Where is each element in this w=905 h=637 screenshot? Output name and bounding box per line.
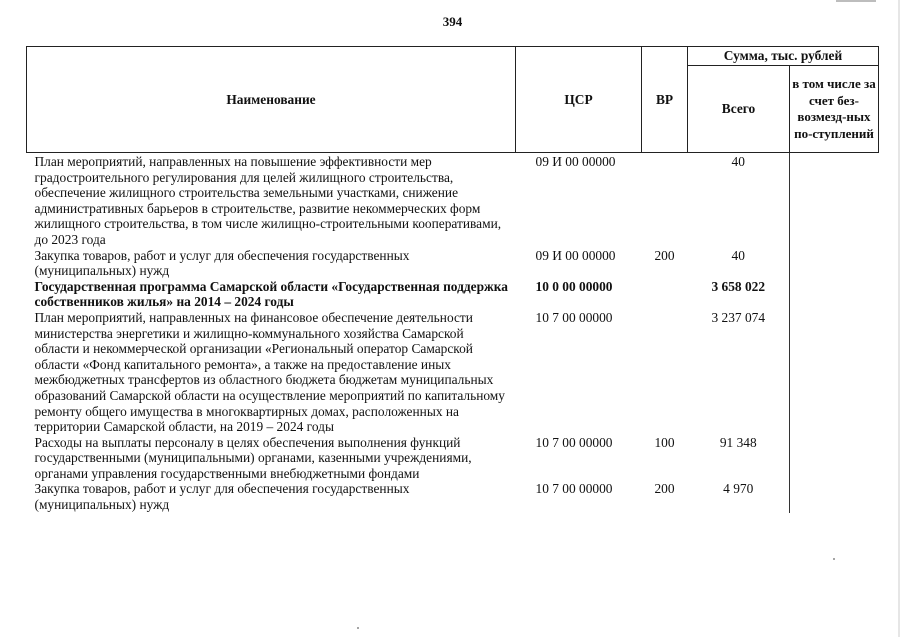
table-row bbox=[27, 248, 879, 279]
row-total: 3 237 074 bbox=[711, 309, 766, 325]
row-vr bbox=[642, 279, 688, 310]
table-row bbox=[27, 153, 879, 248]
table-row bbox=[27, 279, 879, 310]
table-body bbox=[27, 153, 879, 513]
row-total: 40 bbox=[731, 247, 745, 263]
row-including bbox=[790, 481, 879, 512]
row-csr: 10 7 00 00000 bbox=[535, 434, 613, 450]
row-total: 3 658 022 bbox=[711, 278, 766, 294]
row-vr: 100 bbox=[654, 434, 675, 450]
row-name: План мероприятий, направленных на повышение эффективности мер градостроительного регулирования для целей жилищного строительства, обеспечение жилищного строительства земельными участками, снижение административных барьеров в строительстве, развитие некоммерческих форм жилищного строительства, в том числе жилищно-строительными кооперативами, до 2023 года bbox=[34, 154, 502, 247]
row-name: Государственная программа Самарской области «Государственная поддержка собственников жилья» на 2014 – 2024 годы bbox=[34, 278, 508, 310]
row-including bbox=[790, 310, 879, 435]
row-total: 4 970 bbox=[723, 481, 754, 497]
row-csr: 10 7 00 00000 bbox=[535, 309, 613, 325]
row-name: План мероприятий, направленных на финансовое обеспечение деятельности министерства энергетики и жилищно-коммунального хозяйства Самарской области и некоммерческой организации «Региональный оператор Самарской области «Фонд капитального ремонта», а также на предоставление иных межбюджетных трансфертов из областного бюджета бюджетам муниципальных образований Самарской области на осуществление мероприятий по капитальному ремонту общего имущества в многоквартирных домах, расположенных на территории Самарской области, на 2019 – 2024 годы bbox=[34, 309, 505, 435]
header-vr: ВР bbox=[642, 47, 688, 153]
row-name: Закупка товаров, работ и услуг для обеспечения государственных (муниципальных) нужд bbox=[34, 481, 410, 513]
row-including bbox=[790, 248, 879, 279]
scan-speck bbox=[357, 627, 359, 629]
table-row bbox=[27, 310, 879, 435]
scan-speck bbox=[833, 558, 835, 560]
row-vr: 200 bbox=[654, 247, 675, 263]
row-vr bbox=[642, 310, 688, 435]
header-sum-group: Сумма, тыс. рублей bbox=[688, 47, 879, 66]
row-name: Расходы на выплаты персоналу в целях обеспечения выполнения функций государственными (муниципальными) органами, казенными учреждениями, органами управления государственными внебюджетными фондами bbox=[34, 434, 472, 481]
row-total: 40 bbox=[731, 154, 745, 169]
table-row bbox=[27, 435, 879, 482]
row-csr: 10 7 00 00000 bbox=[535, 481, 613, 497]
table-row bbox=[27, 481, 879, 512]
header-total: Всего bbox=[688, 66, 790, 153]
header-csr: ЦСР bbox=[516, 47, 642, 153]
row-vr: 200 bbox=[654, 481, 675, 497]
scan-corner-mark bbox=[836, 0, 876, 2]
row-vr bbox=[642, 153, 688, 248]
header-including: в том числе за счет без-возмезд-ных по-ступлений bbox=[790, 66, 879, 153]
row-including bbox=[790, 153, 879, 248]
budget-table bbox=[26, 46, 879, 513]
scan-page-edge bbox=[898, 0, 900, 637]
header-name: Наименование bbox=[27, 47, 516, 153]
table-header bbox=[27, 47, 879, 153]
row-csr: 09 И 00 00000 bbox=[535, 154, 616, 169]
row-including bbox=[790, 435, 879, 482]
row-csr: 10 0 00 00000 bbox=[535, 278, 613, 294]
row-name: Закупка товаров, работ и услуг для обеспечения государственных (муниципальных) нужд bbox=[34, 247, 410, 279]
page-number: 394 bbox=[442, 14, 463, 29]
row-total: 91 348 bbox=[719, 434, 757, 450]
row-including bbox=[790, 279, 879, 310]
row-csr: 09 И 00 00000 bbox=[535, 247, 616, 263]
